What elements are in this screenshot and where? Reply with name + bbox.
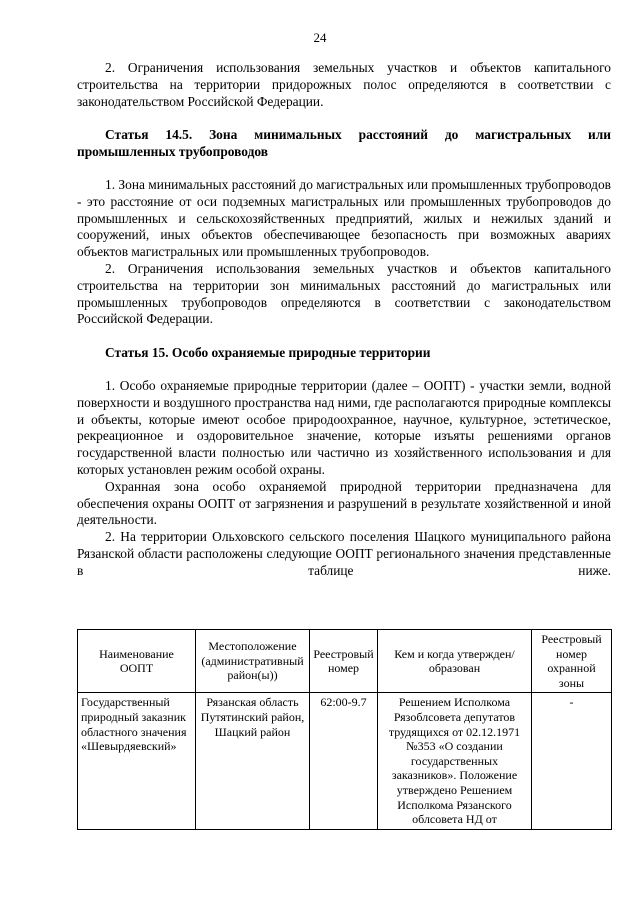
cell-zone-number: - bbox=[532, 693, 612, 829]
paragraph-oopt-definition: 1. Особо охраняемые природные территории (далее – ООПТ) - участки земли, водной поверхности и воздушного пространства над ними, где располагаются природные комплексы и объекты, которые имеют особое природоохранное, научное, культурное, эстетическое, рекреационное и оздоровительное значение, которые изъяты решениями органов государственной власти полностью или частично из хозяйственного использования и для которых установлен режим особой охраны. bbox=[77, 377, 611, 477]
heading-article-15: Статья 15. Особо охраняемые природные территории bbox=[105, 345, 431, 361]
col-header-reg-number: Реестровый номер bbox=[310, 630, 378, 693]
cell-location: Рязанская область Путятинский район, Шацкий район bbox=[196, 693, 310, 829]
cell-reg-number: 62:00-9.7 bbox=[310, 693, 378, 829]
cell-name: Государственный природный заказник областного значения «Шевырдяевский» bbox=[78, 693, 196, 829]
table-row bbox=[78, 693, 612, 829]
paragraph-oopt-list-intro: 2. На территории Ольховского сельского поселения Шацкого муниципального района Рязанской области расположены следующие ООПТ регионального значения представленные в таблице ниже. bbox=[77, 529, 611, 578]
table-header-row bbox=[78, 630, 612, 693]
cell-approved: Решением Исполкома Рязоблсовета депутатов трудящихся от 02.12.1971 №353 «О создании государственных заказников». Положение утверждено Решением Исполкома Рязанского облсовета НД от bbox=[378, 693, 532, 829]
paragraph-pipeline-zone-definition: 1. Зона минимальных расстояний до магистральных или промышленных трубопроводов - это расстояние от оси подземных магистральных или промышленных трубопроводов до промышленных и сельскохозяйственных предприятий, жилых и нежилых зданий и сооружений, иных объектов обеспечивающее безопасность при возможных авариях объектов магистральных или промышленных трубопроводов. bbox=[77, 176, 611, 260]
paragraph-roadside-restrictions: 2. Ограничения использования земельных участков и объектов капитального строительства на территории придорожных полос определяются в соответствии с законодательством Российской Федерации. bbox=[77, 60, 611, 109]
heading-article-14-5: Статья 14.5. Зона минимальных расстояний до магистральных или промышленных трубопроводов bbox=[77, 127, 611, 160]
page-number: 24 bbox=[313, 30, 327, 45]
col-header-approved: Кем и когда утвержден/ образован bbox=[378, 630, 532, 693]
oopt-table bbox=[77, 629, 612, 830]
col-header-name: Наименование ООПТ bbox=[78, 630, 196, 693]
col-header-zone-number: Реестровый номер охранной зоны bbox=[532, 630, 612, 693]
document-body bbox=[77, 60, 611, 580]
paragraph-pipeline-restrictions: 2. Ограничения использования земельных участков и объектов капитального строительства на территории зон минимальных расстояний до магистральных или промышленных трубопроводов определяются в соответствии с законодательством Российской Федерации. bbox=[77, 260, 611, 327]
paragraph-protection-zone: Охранная зона особо охраняемой природной территории предназначена для обеспечения охраны ООПТ от загрязнения и разрушений в результате хозяйственной и иной деятельности. bbox=[77, 478, 611, 528]
col-header-location: Местоположение (административный район(ы)) bbox=[196, 630, 310, 693]
